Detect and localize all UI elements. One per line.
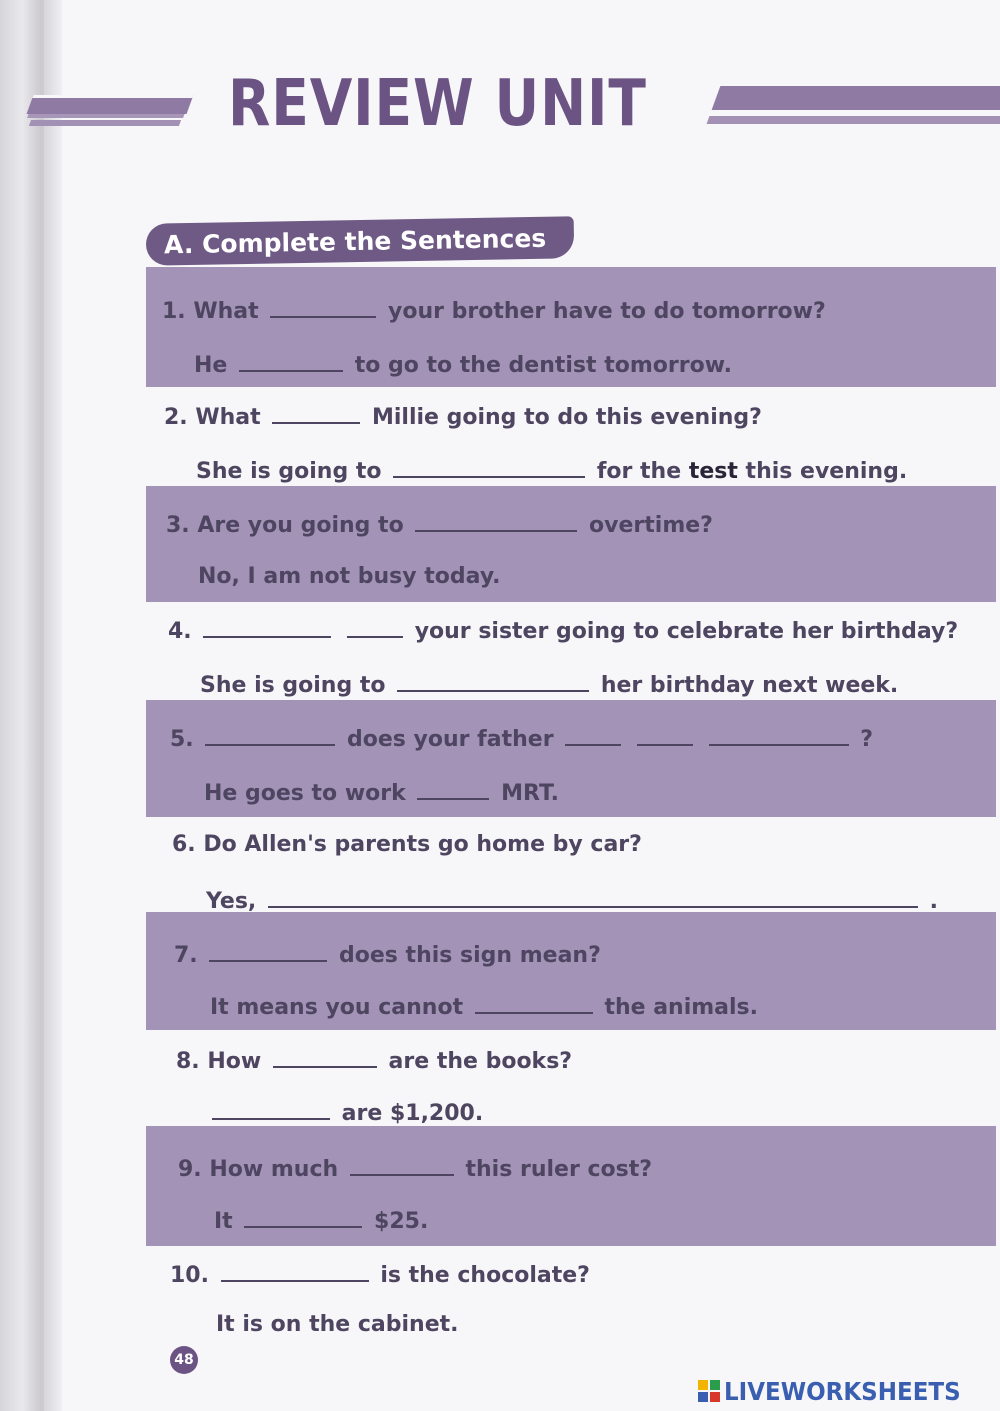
section-heading: A. Complete the Sentences [146,216,575,265]
answer-blank[interactable] [268,888,918,908]
answer-10: It is on the cabinet. [216,1312,459,1337]
title-stripe-right [712,86,1000,110]
answer-8: are $1,200. [212,1100,483,1125]
answer-blank[interactable] [397,672,589,692]
answer-blank[interactable] [393,458,585,478]
title-stripe-left-thin [29,120,181,126]
answer-blank[interactable] [244,1208,362,1228]
answer-7: It means you cannot the animals. [210,995,759,1020]
title-stripe-right-thin [707,116,1000,124]
question-number: 9. [178,1157,202,1182]
question-4: 4. your sister going to celebrate her birthday? [168,619,959,644]
answer-blank[interactable] [350,1156,454,1176]
answer-blank[interactable] [203,618,331,638]
answer-blank[interactable] [709,726,849,746]
answer-9: It $25. [214,1209,429,1234]
page-title: REVIEW UNIT [228,67,647,141]
answer-2: She is going to for the test this evening. [196,459,908,484]
question-10: 10. is the chocolate? [170,1263,590,1288]
question-number: 4. [168,619,192,644]
question-number: 3. [166,513,190,538]
question-number: 10. [170,1263,209,1288]
answer-blank[interactable] [347,618,403,638]
answer-blank[interactable] [272,404,360,424]
answer-blank[interactable] [270,298,376,318]
answer-blank[interactable] [273,1048,377,1068]
question-5: 5. does your father ? [170,727,873,752]
book-edge-line [40,0,44,1411]
answer-blank[interactable] [205,726,335,746]
answer-blank[interactable] [637,726,693,746]
title-stripe-left [27,95,194,114]
question-1: 1. What your brother have to do tomorrow? [162,299,826,324]
answer-5: He goes to work MRT. [204,781,559,806]
answer-blank[interactable] [565,726,621,746]
question-7: 7. does this sign mean? [174,943,601,968]
answer-1: He to go to the dentist tomorrow. [194,353,732,378]
answer-6: Yes, . [206,889,938,914]
question-number: 5. [170,727,194,752]
answer-blank[interactable] [239,352,343,372]
question-3: 3. Are you going to overtime? [166,513,713,538]
answer-blank[interactable] [415,512,577,532]
book-edge [0,0,64,1411]
question-6: 6. Do Allen's parents go home by car? [172,832,642,857]
answer-blank[interactable] [209,942,327,962]
answer-3: No, I am not busy today. [198,564,501,589]
question-8: 8. How are the books? [176,1049,573,1074]
liveworksheets-logo-icon [698,1380,720,1402]
question-number: 8. [176,1049,200,1074]
question-number: 1. [162,299,186,324]
answer-blank[interactable] [212,1100,330,1120]
question-number: 7. [174,943,198,968]
liveworksheets-watermark [698,1376,981,1406]
answer-blank[interactable] [221,1262,369,1282]
answer-4: She is going to her birthday next week. [200,673,899,698]
question-9: 9. How much this ruler cost? [178,1157,652,1182]
answer-blank[interactable] [475,994,593,1014]
question-number: 2. [164,405,188,430]
answer-blank[interactable] [417,780,489,800]
question-number: 6. [172,832,196,857]
watermark-text: LIVEWORKSHEETS [724,1376,961,1406]
question-2: 2. What Millie going to do this evening? [164,405,762,430]
page-number: 48 [170,1346,198,1374]
